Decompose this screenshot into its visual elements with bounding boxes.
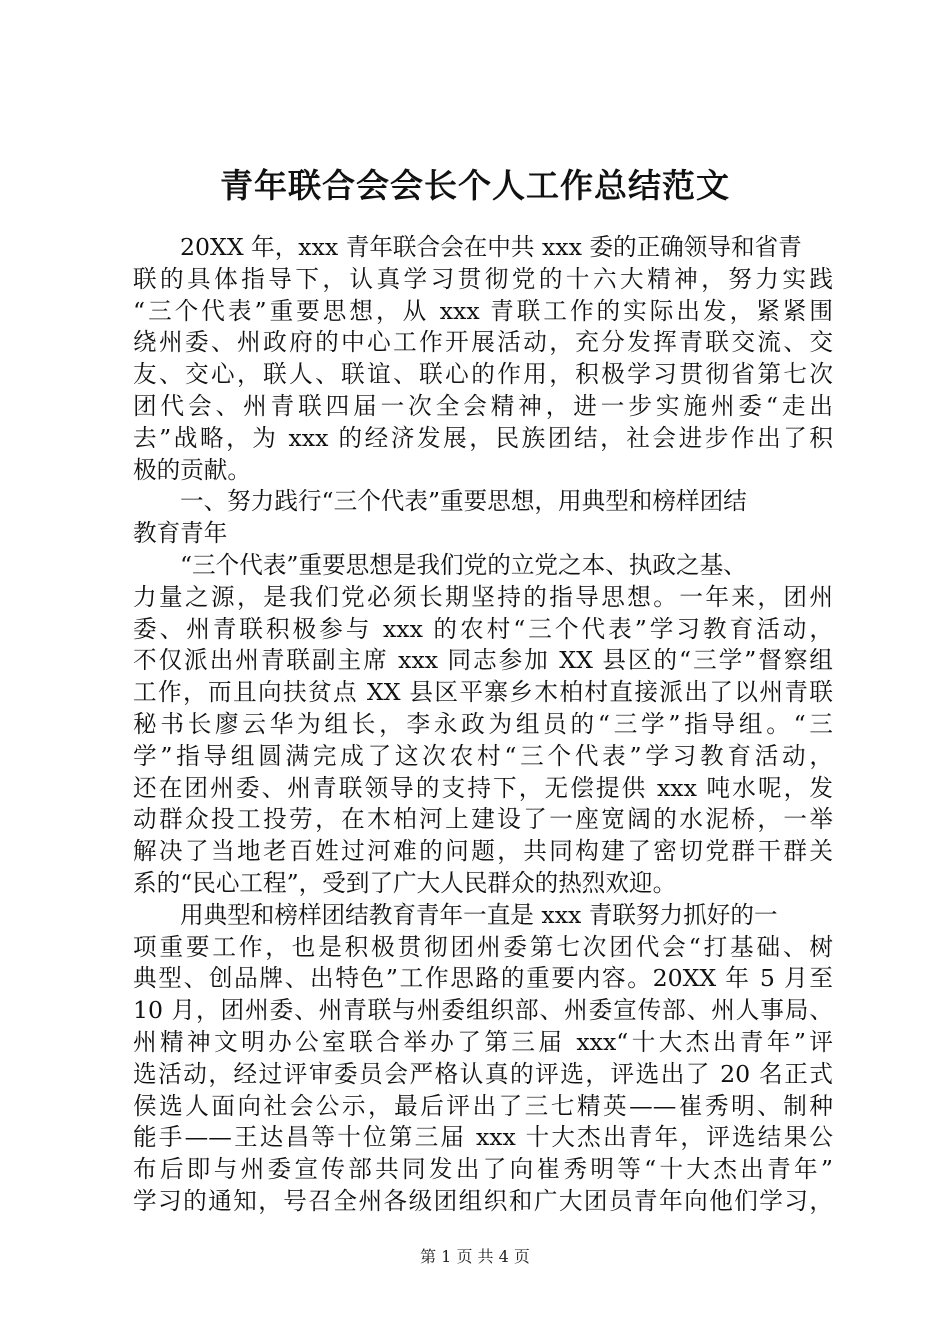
- text-line: 工作，而且向扶贫点 XX 县区平寨乡木柏村直接派出了以州青联: [133, 678, 833, 707]
- text-line: 项重要工作，也是积极贯彻团州委第七次团代会“打基础、树: [133, 932, 833, 961]
- text-line: 20XX 年，xxx 青年联合会在中共 xxx 委的正确领导和省青: [180, 233, 802, 261]
- text-line: 去”战略，为 xxx 的经济发展，民族团结，社会进步作出了积: [133, 423, 833, 452]
- text-line: 解决了当地老百姓过河难的问题，共同构建了密切党群干群关: [133, 837, 833, 866]
- text-line: 联的具体指导下，认真学习贯彻党的十六大精神，努力实践: [133, 264, 833, 293]
- document-body: [133, 232, 833, 1218]
- text-line: 典型、创品牌、出特色”工作思路的重要内容。20XX 年 5 月至: [133, 964, 833, 993]
- text-line: “三个代表”重要思想是我们党的立党之本、执政之基、: [180, 550, 747, 579]
- text-line: 绕州委、州政府的中心工作开展活动，充分发挥青联交流、交: [133, 328, 833, 357]
- text-line: 不仅派出州青联副主席 xxx 同志参加 XX 县区的“三学”督察组: [133, 646, 833, 675]
- text-line: 还在团州委、州青联领导的支持下，无偿提供 xxx 吨水呢，发: [133, 773, 833, 802]
- text-line: 动群众投工投劳，在木柏河上建设了一座宽阔的水泥桥，一举: [133, 805, 833, 834]
- text-line: 10 月，团州委、州青联与州委组织部、州委宣传部、州人事局、: [133, 996, 833, 1025]
- text-line: 系的“民心工程”，受到了广大人民群众的热烈欢迎。: [133, 868, 677, 897]
- text-line: 选活动，经过评审委员会严格认真的评选，评选出了 20 名正式: [133, 1059, 833, 1088]
- text-line: 侯选人面向社会公示，最后评出了三七精英——崔秀明、制种: [133, 1091, 833, 1120]
- text-line: 学”指导组圆满完成了这次农村“三个代表”学习教育活动，: [133, 741, 833, 770]
- text-line: 秘书长廖云华为组长，李永政为组员的“三学”指导组。“三: [133, 709, 833, 738]
- text-line: 州精神文明办公室联合举办了第三届 xxx“十大杰出青年”评: [133, 1027, 833, 1056]
- section-heading-line: 教育青年: [133, 519, 228, 548]
- document-title: 青年联合会会长个人工作总结范文: [220, 166, 730, 205]
- text-line: 委、州青联积极参与 xxx 的农村“三个代表”学习教育活动，: [133, 614, 833, 643]
- text-line: 能手——王达昌等十位第三届 xxx 十大杰出青年，评选结果公: [133, 1123, 833, 1152]
- text-line: 友、交心，联人、联谊、联心的作用，积极学习贯彻省第七次: [133, 360, 833, 389]
- text-line: 力量之源，是我们党必须长期坚持的指导思想。一年来，团州: [133, 582, 833, 611]
- text-line: 用典型和榜样团结教育青年一直是 xxx 青联努力抓好的一: [180, 900, 778, 929]
- text-line: 布后即与州委宣传部共同发出了向崔秀明等“十大杰出青年”: [133, 1155, 833, 1184]
- text-line: “三个代表”重要思想，从 xxx 青联工作的实际出发，紧紧围: [133, 296, 833, 325]
- section-heading-line: 一、努力践行“三个代表”重要思想，用典型和榜样团结: [180, 487, 747, 516]
- page-number-footer: 第 1 页 共 4 页: [420, 1247, 530, 1266]
- text-line: 极的贡献。: [133, 455, 251, 484]
- text-line: 学习的通知，号召全州各级团组织和广大团员青年向他们学习，: [133, 1186, 833, 1215]
- text-line: 团代会、州青联四届一次全会精神，进一步实施州委“走出: [133, 391, 833, 420]
